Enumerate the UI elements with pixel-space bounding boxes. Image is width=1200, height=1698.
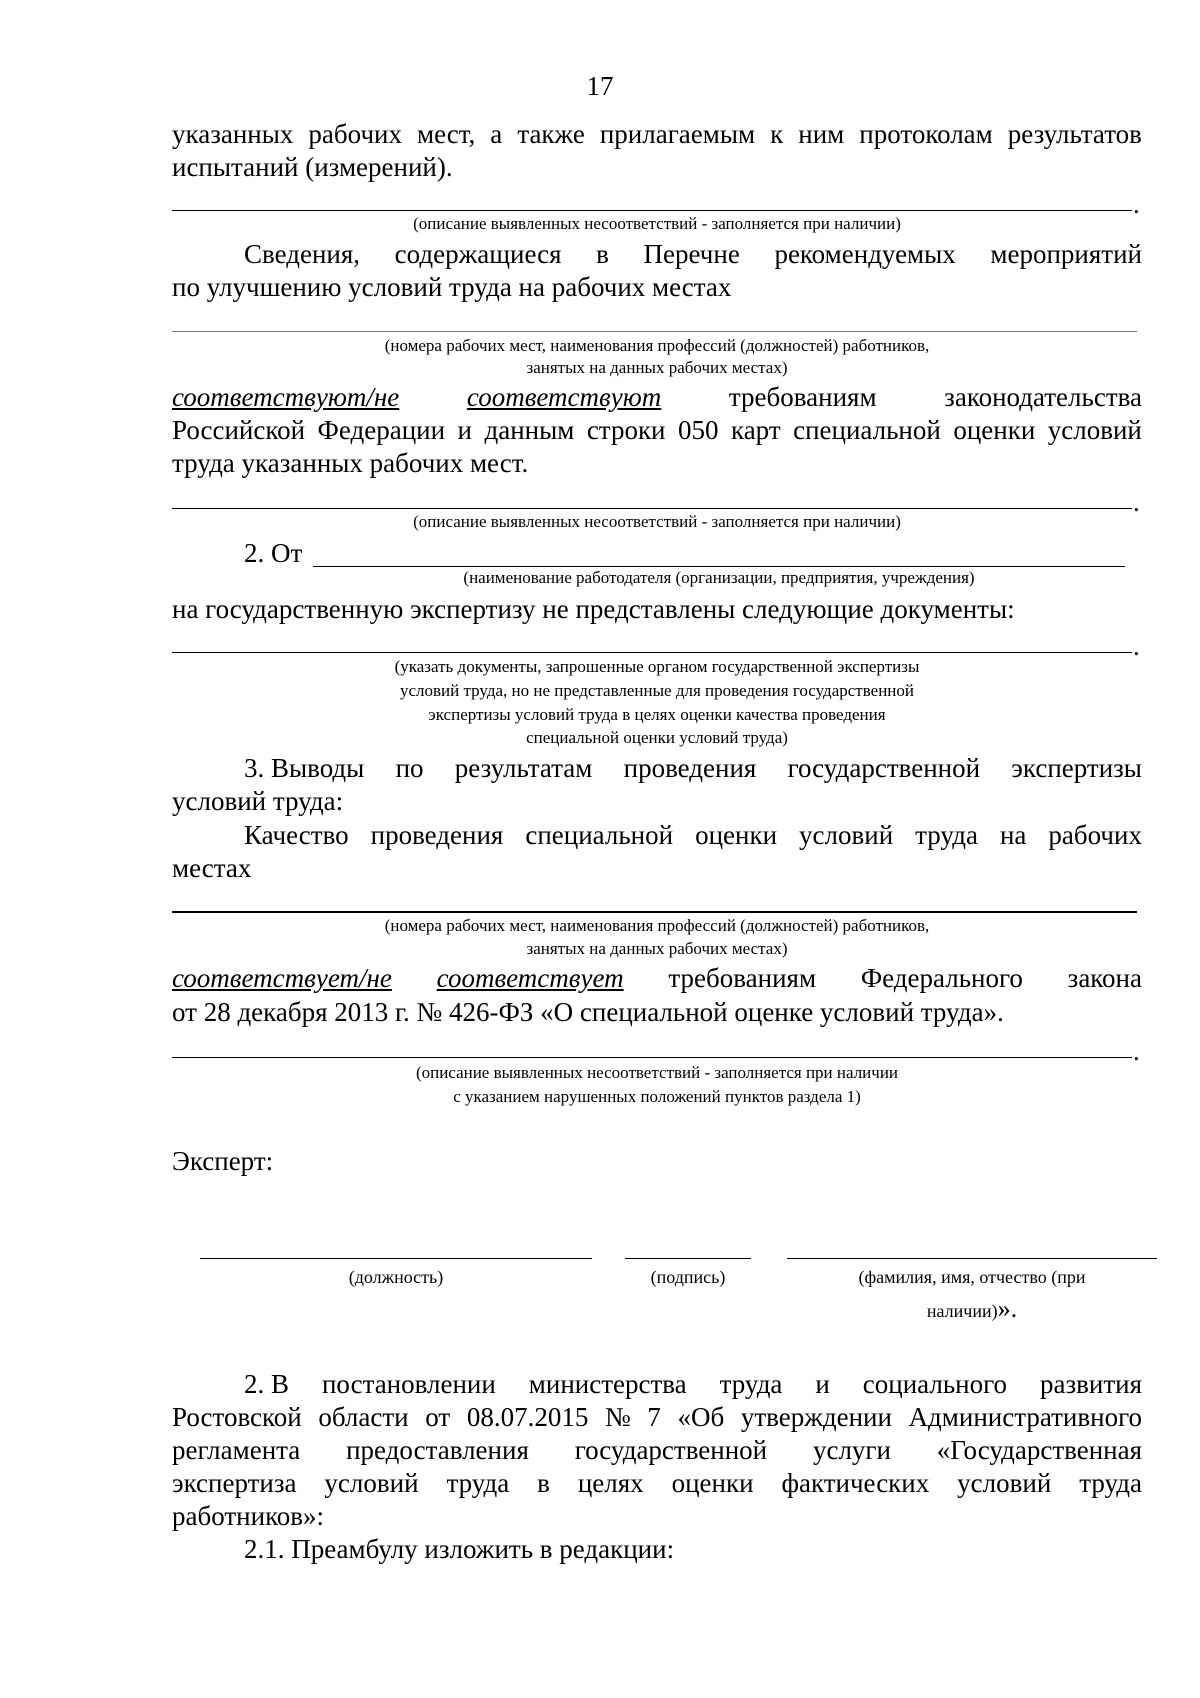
resolution-line-4 [172,1467,1142,1500]
word: «Об [677,1402,725,1432]
svedeniya-line-1 [172,238,1142,271]
kachestvo-line-1 [172,819,1142,852]
word: 050 [678,415,719,445]
word: а [490,119,503,149]
word: экспертизы [1011,753,1142,783]
word: в [537,1468,550,1498]
word: карт [730,415,781,445]
word: экспертиза [172,1468,297,1498]
word: развития [1039,1369,1142,1399]
word: мест, [417,119,476,149]
line-end-dot: . [1133,189,1140,219]
word: к [770,119,784,149]
word: закона [1067,963,1142,993]
word: требованиям [728,382,877,412]
page-number: 17 [586,71,614,101]
item2-prefix: 2. От [244,538,303,568]
word: предоставления [346,1435,529,1465]
svedeniya-line-2: по улучшению условий труда на рабочих местах [172,272,732,302]
word: услуги [812,1435,891,1465]
word: «Государственная [936,1435,1142,1465]
position-line [200,1258,592,1259]
word: труда [1079,1468,1142,1498]
word: 7 [647,1402,661,1432]
kachestvo-line-2: местах [172,853,252,883]
caption-position: (должность) [348,1267,444,1287]
caption-workplaces-2: занятых на данных рабочих местах) [526,939,788,958]
word: требованиям [668,963,817,993]
word: труда [446,1468,510,1498]
word: Сведения, [244,239,361,269]
word: Качество [244,820,349,850]
word: № [604,1402,631,1432]
item2-line: на государственную экспертизу не представлены следующие документы: [172,594,1015,624]
item3-line-2: условий труда: [172,786,344,816]
item3-line-1 [172,752,1142,785]
caption-fio-2-text: наличии) [926,1301,998,1321]
word: утверждении [740,1402,892,1432]
word: оценки [671,1468,754,1498]
italic-word: соответствуют/не [172,382,400,412]
word: законодательства [944,382,1142,412]
resolution-line-6: 2.1. Преамбулу изложить в редакции: [244,1534,675,1564]
fio-line [787,1258,1157,1259]
word: области [318,1402,409,1432]
word: условий [324,1468,419,1498]
word: содержащиеся [394,239,562,269]
word: Административного [908,1402,1142,1432]
word: целях [577,1468,644,1498]
caption-docs-2: условий труда, но не представленные для проведения государственной [400,681,914,700]
word: рабочих [1048,820,1142,850]
italic-word: соответствуют [466,382,662,412]
word: проведения [370,820,504,850]
caption-workplaces-1: (номера рабочих мест, наименования профессий (должностей) работников, [384,916,930,935]
caption-workplaces-1: (номера рабочих мест, наименования профессий (должностей) работников, [384,336,930,355]
word: труда [915,820,978,850]
intro-line-1 [172,118,1142,151]
word: министерства [528,1369,687,1399]
word: указанных [172,119,294,149]
word: фактических [781,1468,930,1498]
word: оценки [953,415,1036,445]
word: рекомендуемых [774,239,956,269]
italic-word: соответствует [436,963,624,993]
line-end-dot: . [1133,487,1140,517]
fill-line [172,210,1132,211]
word: Перечне [643,239,740,269]
caption-employer: (наименование работодателя (организации, предприятия, учреждения) [463,568,975,587]
word: от [425,1402,451,1432]
word: проведения [623,753,757,783]
caption-docs-3: экспертизы условий труда в целях оценки качества проведения [428,705,886,724]
word: государственной [574,1435,768,1465]
line-end-dot: . [1133,1036,1140,1066]
expert-label: Эксперт: [172,1146,274,1176]
word: социального [862,1369,1008,1399]
word: результатам [454,753,593,783]
fill-line [172,508,1132,509]
sootv2-line-1 [172,962,1142,995]
word: также [517,119,585,149]
word: результатов [1007,119,1142,149]
fill-line [172,911,1137,913]
resolution-line-5: работников»: [172,1501,325,1531]
caption-mismatch: (описание выявленных несоответствий - заполняется при наличии) [413,214,901,233]
italic-word: соответствует/не [172,963,392,993]
word: Ростовской [172,1402,302,1432]
word: Федерального [860,963,1023,993]
caption-mismatch: (описание выявленных несоответствий - заполняется при наличии) [413,512,901,531]
word: государственной [787,753,981,783]
word: специальной [793,415,941,445]
word: постановлении [321,1369,496,1399]
word: строки [586,415,666,445]
sootv2-line-2: от 28 декабря 2013 г. № 426-ФЗ «О специальной оценке условий труда». [172,997,1004,1027]
caption-mismatch2-1: (описание выявленных несоответствий - заполняется при наличии [415,1063,899,1082]
resolution-line-2 [172,1401,1142,1434]
word: в [596,239,609,269]
caption-fio-2 [787,1294,1157,1323]
word: условий [1047,415,1142,445]
line-end-dot: . [1133,631,1140,661]
word: на [999,820,1027,850]
fill-line [172,331,1137,332]
signature-line [625,1258,751,1259]
resolution-line-1 [172,1368,1142,1401]
word: условий [799,820,894,850]
intro-line-2: испытаний (измерений). [172,152,453,182]
caption-docs-4: специальной оценки условий труда) [526,728,788,747]
resolution-line-3 [172,1434,1142,1467]
word: 3. Выводы [244,753,365,783]
fill-line [172,1057,1132,1058]
caption-workplaces-2: занятых на данных рабочих местах) [526,358,788,377]
caption-docs-1: (указать документы, запрошенные органом государственной экспертизы [394,657,920,676]
sootv-line-3: труда указанных рабочих мест. [172,448,529,478]
word: протоколам [859,119,993,149]
word: 2. В [244,1369,290,1399]
caption-mismatch2-2: с указанием нарушенных положений пунктов раздела 1) [453,1087,861,1106]
word: и [815,1369,830,1399]
word: мероприятий [990,239,1142,269]
word: оценки [695,820,778,850]
word: Российской [172,415,306,445]
word: Федерации [317,415,446,445]
caption-signature: (подпись) [650,1267,726,1287]
word: специальной [525,820,674,850]
fill-line [172,652,1132,653]
caption-fio-1: (фамилия, имя, отчество (при [858,1267,1086,1287]
word: рабочих [308,119,402,149]
word: и [457,415,472,445]
word: условий [957,1468,1052,1498]
word: труда [719,1369,783,1399]
word: данным [484,415,575,445]
word: регламента [172,1435,301,1465]
word: прилагаемым [599,119,756,149]
word: по [395,753,424,783]
sootv-line-2 [172,414,1142,447]
word: ним [798,119,845,149]
sootv-line-1 [172,381,1142,414]
word: 08.07.2015 [466,1402,589,1432]
caption-fio-close: ». [997,1294,1018,1323]
